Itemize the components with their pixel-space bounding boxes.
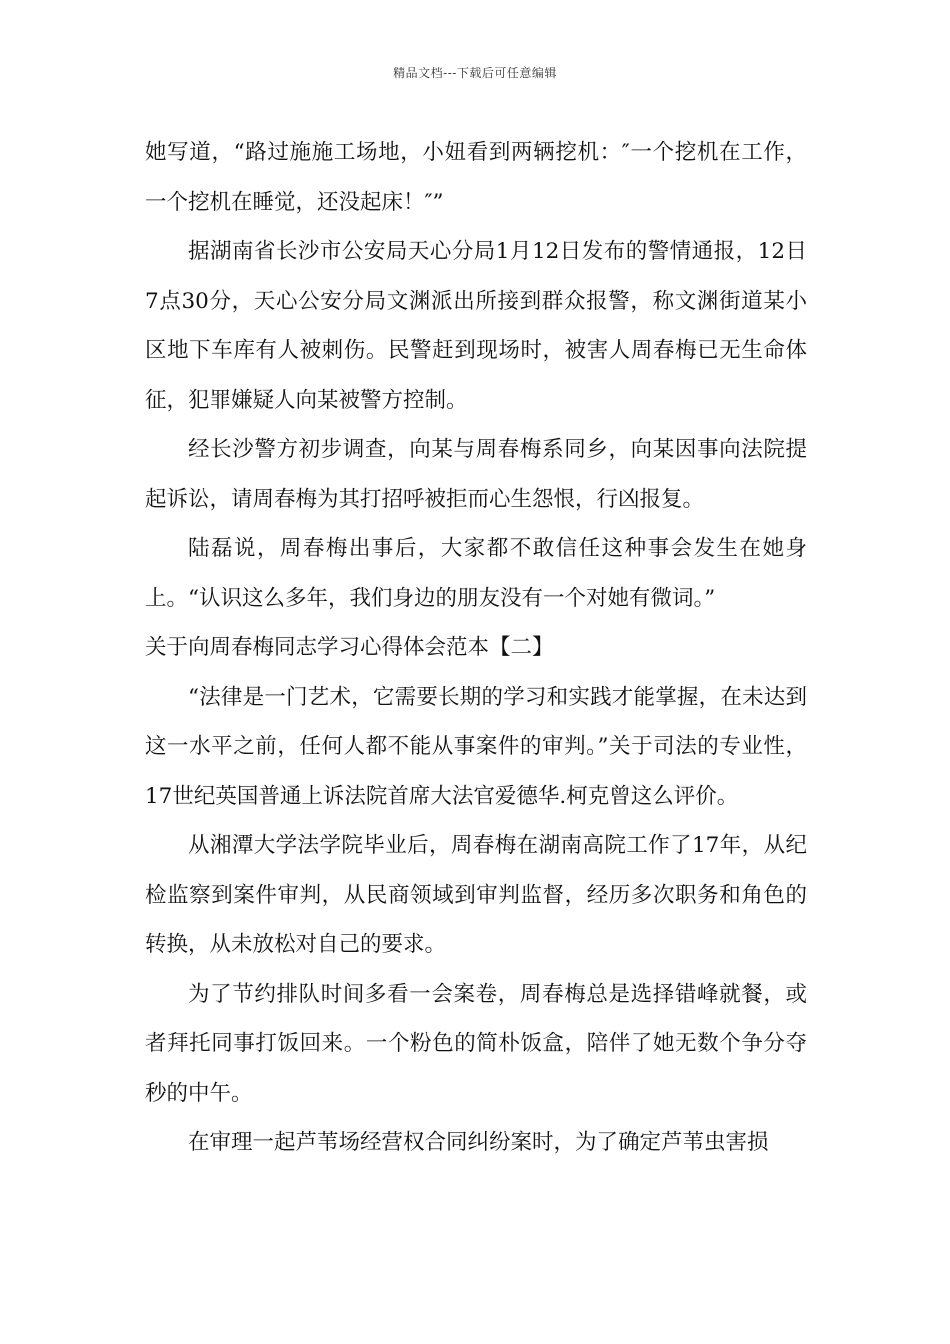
- paragraph-3: 经长沙警方初步调查，向某与周春梅系同乡，向某因事向法院提起诉讼，请周春梅为其打招呼被拒而心生怨恨，行凶报复。: [145, 437, 807, 512]
- document-body: [145, 128, 807, 1168]
- paragraph-5: “法律是一门艺术，它需要长期的学习和实践才能掌握，在未达到这一水平之前，任何人都不能从事案件的审判。”关于司法的专业性，17世纪英国普通上诉法院首席大法官爱德华.柯克曾这么评价。: [145, 684, 807, 809]
- paragraph-7: 为了节约排队时间多看一会案卷，周春梅总是选择错峰就餐，或者拜托同事打饭回来。一个粉色的简朴饭盒，陪伴了她无数个争分夺秒的中午。: [145, 981, 807, 1106]
- page-header: 精品文档---下载后可任意编辑: [393, 66, 557, 80]
- paragraph-1: 她写道，“路过施施工场地，小妞看到两辆挖机：″一个挖机在工作，一个挖机在睡觉，还没起床！″”: [145, 140, 807, 215]
- paragraph-6: 从湘潭大学法学院毕业后，周春梅在湖南高院工作了17年，从纪检监察到案件审判，从民商领域到审判监督，经历多次职务和角色的转换，从未放松对自己的要求。: [145, 833, 807, 957]
- paragraph-2: 据湖南省长沙市公安局天心分局1月12日发布的警情通报，12日7点30分，天心公安分局文渊派出所接到群众报警，称文渊街道某小区地下车库有人被刺伤。民警赶到现场时，被害人周春梅已无生命体征，犯罪嫌疑人向某被警方控制。: [145, 239, 807, 413]
- paragraph-8: 在审理一起芦苇场经营权合同纠纷案时，为了确定芦苇虫害损: [188, 1130, 769, 1155]
- section-heading: 关于向周春梅同志学习心得体会范本【二】: [145, 635, 554, 660]
- paragraph-4: 陆磊说，周春梅出事后，大家都不敢信任这种事会发生在她身上。“认识这么多年，我们身边的朋友没有一个对她有微词。”: [145, 536, 807, 611]
